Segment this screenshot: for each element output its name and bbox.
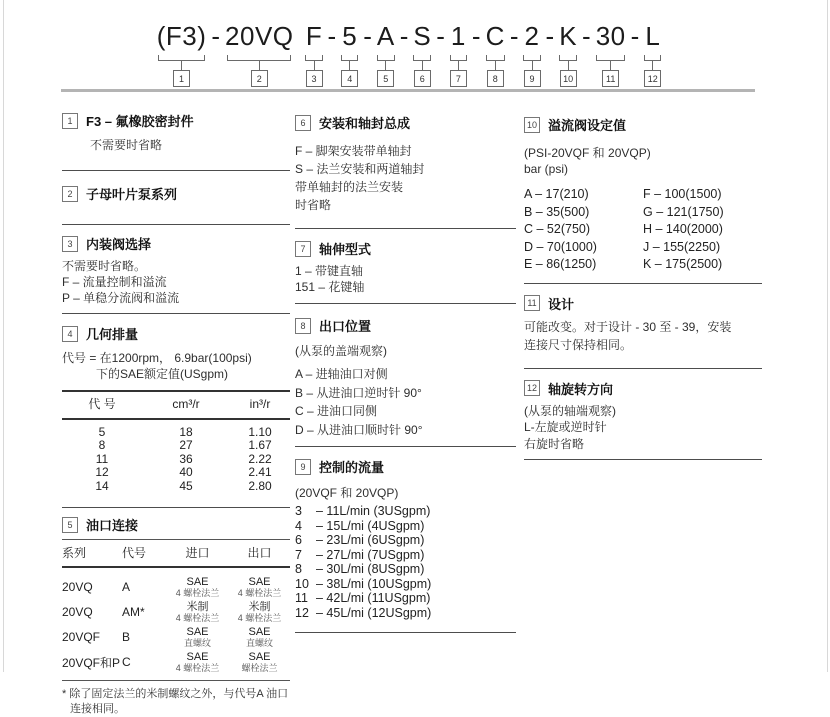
- code-token: 1: [450, 21, 466, 51]
- table-row: [62, 466, 290, 480]
- flow-row: [295, 504, 516, 519]
- code-segment-6: [413, 21, 431, 87]
- code-token: S: [413, 21, 432, 51]
- cell-series: 20VQ: [62, 605, 93, 619]
- cell-code: C: [122, 655, 131, 669]
- stem: [422, 61, 423, 70]
- description-line: 代号 = 在1200rpm， 6.9bar(100psi): [62, 351, 252, 365]
- column-header: in³/r: [249, 397, 271, 411]
- flow-value: – 42L/mi (11USgpm): [316, 591, 431, 605]
- divider: [295, 228, 516, 229]
- section-11-design: [524, 294, 762, 354]
- option-line: S – 法兰安装和两道轴封: [295, 162, 425, 176]
- divider: [62, 170, 290, 171]
- cell-line: 米制: [186, 601, 209, 613]
- cell-outlet: [229, 576, 290, 598]
- cell-line: SAE: [248, 651, 271, 663]
- text-line: 右旋时省略: [524, 436, 585, 451]
- stem: [495, 61, 496, 70]
- section-title: 内装阀选择: [86, 237, 152, 252]
- relief-settings-grid: [524, 186, 762, 274]
- code-number-box: 12: [644, 70, 661, 87]
- code-dash: -: [211, 21, 221, 51]
- item-number-badge: 11: [524, 295, 540, 311]
- cell-cm3r: 36: [179, 451, 193, 466]
- section-title: F3 – 氟橡胶密封件: [86, 114, 194, 129]
- column-header: 系列: [62, 546, 87, 560]
- cell-inlet: [166, 651, 229, 673]
- cell-code: 11: [95, 451, 109, 466]
- table-row: [62, 601, 290, 623]
- item-number-badge: 12: [524, 380, 540, 396]
- table-row: [62, 626, 290, 648]
- code-dash: -: [327, 21, 337, 51]
- divider: [295, 446, 516, 447]
- divider: [62, 224, 290, 225]
- column-middle: [295, 105, 516, 633]
- relief-option: D – 70(1000): [524, 239, 597, 254]
- cell-outlet: [229, 626, 290, 648]
- table-row: [62, 651, 290, 673]
- flow-code: 3: [295, 504, 302, 518]
- cell-code: 8: [98, 438, 106, 452]
- code-segment-8: [486, 21, 505, 87]
- code-token: 2: [524, 21, 540, 51]
- option-line: F – 脚架安装带单轴封: [295, 144, 412, 158]
- code-segment-4: [341, 21, 358, 87]
- code-number-box: 8: [487, 70, 504, 87]
- header-divider: [61, 89, 755, 92]
- flow-row: [295, 548, 516, 563]
- section-8-outlet-position: [295, 316, 516, 439]
- cell-cm3r: 18: [179, 424, 193, 439]
- section-5-port-connections: [62, 515, 290, 717]
- code-number-box: 9: [524, 70, 541, 87]
- divider: [62, 313, 290, 314]
- stem: [181, 61, 182, 70]
- item-number-badge: 4: [62, 326, 78, 342]
- code-dash: -: [363, 21, 372, 51]
- cell-inlet: [166, 626, 229, 648]
- section-title: 出口位置: [319, 319, 372, 334]
- item-number-badge: 3: [62, 236, 78, 252]
- cell-in3r: 2.22: [248, 451, 272, 466]
- relief-option: G – 121(1750): [643, 204, 724, 219]
- code-dash: -: [509, 21, 519, 51]
- table-row: [62, 453, 290, 467]
- code-segment-2: [225, 21, 294, 87]
- stem: [349, 61, 350, 70]
- section-subtitle: (20VQF 和 20VQP): [295, 486, 399, 500]
- cell-series: 20VQ: [62, 580, 93, 594]
- cell-line: 直螺纹: [183, 638, 211, 648]
- relief-option: A – 17(210): [524, 187, 589, 201]
- section-title: 溢流阀设定值: [548, 118, 627, 133]
- item-number-badge: 6: [295, 115, 311, 131]
- item-number-badge: 2: [62, 186, 78, 202]
- flow-value: – 15L/mi (4USgpm): [316, 518, 425, 533]
- table-rule: [62, 418, 290, 420]
- section-subtitle: (从泵的盖端观察): [295, 344, 387, 358]
- code-token: F: [305, 21, 323, 51]
- stem: [314, 61, 315, 70]
- cell-cm3r: 27: [179, 438, 193, 452]
- code-token: 5: [342, 21, 358, 51]
- flow-value: – 30L/mi (8USgpm): [316, 562, 425, 576]
- divider: [524, 368, 762, 369]
- stem: [568, 61, 569, 70]
- item-number-badge: 10: [524, 117, 540, 133]
- relief-option: F – 100(1500): [643, 187, 722, 201]
- relief-option: H – 140(2000): [643, 222, 723, 236]
- flow-row: [295, 519, 516, 534]
- page-edge-left: [3, 0, 4, 672]
- cell-in3r: 2.41: [248, 465, 272, 479]
- section-4-displacement: [62, 324, 290, 493]
- code-token: 30: [595, 21, 626, 51]
- code-segment-5: [377, 21, 395, 87]
- flow-code: 12: [295, 605, 309, 620]
- cell-series: 20VQF和P: [62, 655, 121, 670]
- cell-cm3r: 45: [179, 478, 193, 493]
- cell-line: 直螺纹: [245, 638, 273, 648]
- code-segment-12: [644, 21, 661, 87]
- column-header: cm³/r: [172, 397, 200, 411]
- code-number-box: 2: [251, 70, 268, 87]
- cell-inlet: [166, 576, 229, 598]
- stem: [652, 61, 653, 70]
- cell-line: 4 螺栓法兰: [237, 613, 282, 623]
- code-dash: -: [471, 21, 481, 51]
- flow-code: 10: [295, 576, 309, 591]
- cell-in3r: 1.10: [248, 424, 272, 439]
- cell-in3r: 1.67: [248, 438, 272, 452]
- flow-code: 4: [295, 518, 302, 533]
- code-number-box: 11: [602, 70, 619, 87]
- section-title: 轴旋转方向: [548, 381, 614, 397]
- stem: [259, 61, 260, 70]
- code-number-box: 5: [377, 70, 394, 87]
- item-number-badge: 5: [62, 517, 78, 533]
- page-edge-right: [827, 0, 828, 672]
- flow-row: [295, 562, 516, 577]
- flow-value: – 45L/mi (12USgpm): [316, 605, 432, 620]
- section-title: 子母叶片泵系列: [86, 187, 178, 202]
- column-right: [524, 105, 762, 460]
- flow-value: – 11L/min (3USgpm): [316, 504, 431, 518]
- text-line: 可能改变。对于设计 - 30 至 - 39，安装: [524, 319, 732, 334]
- relief-option: J – 155(2250): [643, 239, 721, 254]
- flow-value: – 27L/mi (7USgpm): [316, 547, 425, 562]
- relief-option: E – 86(1250): [524, 257, 597, 271]
- item-number-badge: 8: [295, 318, 311, 334]
- cell-code: AM*: [122, 605, 145, 619]
- cell-code: 5: [98, 424, 106, 439]
- port-table-header: [62, 540, 290, 566]
- option-line: B – 从进油口逆时针 90°: [295, 385, 422, 400]
- relief-option: C – 52(750): [524, 222, 591, 236]
- code-number-box: 3: [306, 70, 323, 87]
- code-dash: -: [582, 21, 591, 51]
- option-line: P – 单稳分流阀和溢流: [62, 291, 180, 305]
- divider: [524, 459, 762, 460]
- description-line: 下的SAE额定值(USgpm): [96, 367, 229, 381]
- cell-code: 14: [95, 478, 109, 493]
- code-number-box: 1: [173, 70, 190, 87]
- flow-value: – 38L/mi (10USgpm): [316, 576, 432, 591]
- code-token: K: [559, 21, 578, 51]
- section-subtitle: (PSI-20VQF 和 20VQP): [524, 146, 651, 160]
- relief-option: B – 35(500): [524, 204, 590, 219]
- relief-option: K – 175(2500): [643, 257, 723, 271]
- section-7-shaft-type: [295, 239, 516, 295]
- cell-in3r: 2.80: [248, 478, 272, 493]
- cell-cm3r: 40: [179, 465, 193, 479]
- option-line: F – 流量控制和溢流: [62, 275, 167, 289]
- text-line: (从泵的轴端观察): [524, 403, 616, 418]
- cell-inlet: [166, 601, 229, 623]
- divider: [295, 632, 516, 633]
- code-segment-3: [306, 21, 323, 87]
- option-line: 1 – 带键直轴: [295, 264, 364, 278]
- section-subtitle: bar (psi): [524, 162, 569, 176]
- section-title: 安装和轴封总成: [319, 116, 411, 131]
- table-row: [62, 576, 290, 598]
- flow-list: [295, 504, 516, 620]
- code-token: 20VQ: [225, 21, 294, 51]
- code-segment-7: [450, 21, 467, 87]
- section-9-controlled-flow: [295, 457, 516, 620]
- text-line: L-左旋或逆时针: [524, 420, 607, 434]
- cell-line: SAE: [248, 626, 271, 638]
- footnote: * 除了固定法兰的米制螺纹之外，与代号A 油口: [62, 688, 289, 700]
- cell-line: SAE: [248, 576, 271, 588]
- section-6-mounting: [295, 113, 516, 214]
- cell-line: 4 螺栓法兰: [175, 588, 220, 598]
- flow-code: 11: [295, 591, 308, 605]
- section-title: 油口连接: [86, 518, 139, 533]
- code-token: A: [376, 21, 395, 51]
- section-note: 不需要时省略: [90, 138, 163, 152]
- section-10-relief-setting: [524, 115, 762, 274]
- table-rule: [62, 680, 290, 681]
- cell-line: 螺栓法兰: [241, 663, 278, 673]
- cell-line: 4 螺栓法兰: [175, 663, 220, 673]
- option-line: 不需要时省略。: [62, 259, 147, 273]
- table-row: [62, 426, 290, 440]
- footnote: 连接相同。: [70, 703, 125, 715]
- cell-line: SAE: [186, 626, 209, 638]
- code-dash: -: [630, 21, 640, 51]
- option-line: 时省略: [295, 198, 332, 212]
- cell-code: B: [122, 630, 131, 644]
- code-token: C: [485, 21, 505, 51]
- cell-line: SAE: [186, 576, 209, 588]
- column-header: 代号: [122, 546, 147, 560]
- option-line: A – 进轴油口对侧: [295, 367, 388, 381]
- section-3-valve-option: [62, 234, 290, 306]
- displacement-table-body: [62, 426, 290, 494]
- section-title: 几何排量: [86, 327, 139, 342]
- text-line: 连接尺寸保持相同。: [524, 337, 633, 352]
- flow-code: 8: [295, 562, 302, 576]
- stem: [610, 61, 611, 70]
- option-line: 151 – 花键轴: [295, 280, 365, 294]
- code-segment-11: [596, 21, 626, 87]
- code-dash: -: [399, 21, 409, 51]
- option-line: 带单轴封的法兰安装: [295, 180, 404, 194]
- column-header: 出口: [247, 546, 272, 560]
- divider: [295, 303, 516, 304]
- divider: [524, 283, 762, 284]
- flow-row: [295, 591, 516, 606]
- cell-line: 米制: [248, 601, 271, 613]
- code-number-box: 6: [414, 70, 431, 87]
- flow-code: 7: [295, 547, 302, 562]
- section-2-series: [62, 184, 290, 203]
- divider: [62, 507, 290, 508]
- flow-row: [295, 606, 516, 621]
- cell-line: 4 螺栓法兰: [175, 613, 220, 623]
- flow-row: [295, 533, 516, 548]
- cell-line: 4 螺栓法兰: [237, 588, 282, 598]
- item-number-badge: 1: [62, 113, 78, 129]
- cell-code: A: [122, 580, 131, 594]
- item-number-badge: 9: [295, 459, 311, 475]
- table-row: [62, 439, 290, 453]
- code-segment-1: [157, 21, 207, 87]
- table-rule: [62, 566, 290, 568]
- section-title: 轴伸型式: [319, 242, 372, 257]
- cell-line: SAE: [186, 651, 209, 663]
- cell-outlet: [229, 601, 290, 623]
- flow-code: 6: [295, 533, 302, 547]
- displacement-table-header: [62, 392, 290, 418]
- flow-value: – 23L/mi (6USgpm): [316, 533, 425, 547]
- cell-code: 12: [95, 465, 109, 479]
- code-dash: -: [436, 21, 445, 51]
- stem: [458, 61, 459, 70]
- section-title: 设计: [548, 296, 575, 312]
- column-header: 代 号: [88, 397, 116, 411]
- model-code-diagram: [0, 21, 818, 87]
- option-line: C – 进油口同侧: [295, 404, 378, 418]
- code-number-box: 4: [341, 70, 358, 87]
- code-number-box: 7: [450, 70, 467, 87]
- code-segment-9: [524, 21, 541, 87]
- code-token: (F3): [156, 21, 207, 51]
- cell-series: 20VQF: [62, 630, 101, 644]
- cell-outlet: [229, 651, 290, 673]
- item-number-badge: 7: [295, 241, 311, 257]
- stem: [532, 61, 533, 70]
- column-header: 进口: [185, 546, 210, 560]
- code-number-box: 10: [560, 70, 577, 87]
- table-row: [62, 480, 290, 494]
- section-1-seals: [62, 111, 290, 153]
- stem: [385, 61, 386, 70]
- column-left: [62, 105, 290, 717]
- section-title: 控制的流量: [319, 460, 385, 475]
- code-token: L: [645, 21, 661, 51]
- section-12-rotation: [524, 379, 762, 453]
- code-segment-10: [559, 21, 577, 87]
- code-dash: -: [545, 21, 555, 51]
- flow-row: [295, 577, 516, 592]
- option-line: D – 从进油口顺时针 90°: [295, 422, 423, 437]
